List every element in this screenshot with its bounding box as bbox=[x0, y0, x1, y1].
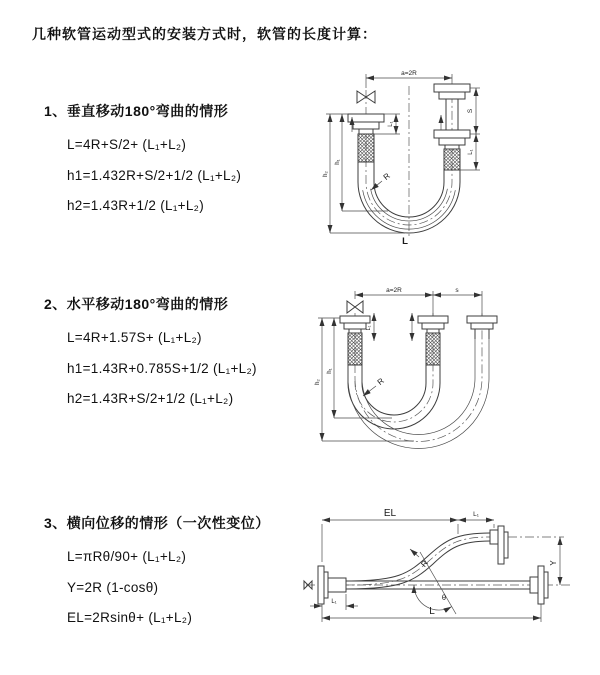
dim-label-h1: h₁ bbox=[335, 159, 341, 165]
section-1-heading: 1、垂直移动180°弯曲的情形 bbox=[44, 103, 229, 119]
label-length: L bbox=[402, 236, 408, 247]
formula-line: h2=1.43R+1/2 (L₁+L₂) bbox=[67, 198, 205, 213]
formula-line: L=4R+1.57S+ (L₁+L₂) bbox=[67, 330, 202, 345]
dim-label-span: a=2R bbox=[401, 70, 417, 77]
section-3-heading: 3、横向位移的情形（一次性变位） bbox=[44, 515, 270, 531]
label-radius: R bbox=[419, 558, 430, 569]
middle-pipe-assembly bbox=[418, 316, 448, 365]
diagram-vertical-bend bbox=[308, 64, 596, 264]
formula-line: EL=2Rsinθ+ (L₁+L₂) bbox=[67, 610, 193, 625]
section-horizontal-bend bbox=[44, 294, 329, 415]
formula-line: Y=2R (1-cosθ) bbox=[67, 579, 159, 595]
formula-line: h1=1.43R+0.785S+1/2 (L₁+L₂) bbox=[67, 360, 257, 376]
hose-u-bend bbox=[348, 339, 489, 449]
section-2-formulas bbox=[44, 323, 329, 415]
dimension-lines bbox=[315, 287, 482, 441]
dim-label-s: s bbox=[455, 287, 459, 294]
dim-label-l1-left: L₁ bbox=[331, 599, 337, 605]
left-pipe-assembly bbox=[340, 301, 370, 365]
section-3-formulas bbox=[44, 542, 329, 634]
dim-label-l: L bbox=[429, 606, 435, 617]
dim-label-s: S bbox=[467, 108, 474, 114]
section-vertical-bend bbox=[44, 101, 329, 222]
braided-hose-end bbox=[444, 149, 460, 170]
formula-line: L=4R+S/2+ (L₁+L₂) bbox=[67, 137, 187, 152]
dim-label-h2: h₂ bbox=[323, 171, 329, 177]
dim-label-l1: L₁ bbox=[468, 149, 474, 155]
dim-label-h1: h₁ bbox=[327, 368, 333, 374]
right-flange-assembly bbox=[530, 566, 548, 604]
braided-hose-end bbox=[358, 134, 374, 162]
dim-label-y: Y bbox=[549, 560, 558, 566]
valve-icon bbox=[347, 301, 363, 313]
diagram-horizontal-bend bbox=[308, 283, 596, 463]
left-pipe-assembly bbox=[348, 91, 384, 162]
braided-hose-end bbox=[426, 333, 440, 365]
section-lateral-displacement bbox=[44, 513, 329, 634]
formula-line: L=πRθ/90+ (L₁+L₂) bbox=[67, 549, 187, 564]
label-radius: R bbox=[381, 171, 392, 182]
dim-label-span: a=2R bbox=[386, 287, 402, 294]
braided-hose-end bbox=[348, 333, 362, 365]
top-flange-assembly bbox=[490, 526, 508, 564]
label-angle: θ bbox=[441, 593, 447, 602]
dim-label-l1: L₁ bbox=[388, 121, 394, 127]
dim-label-h2: h₂ bbox=[315, 379, 321, 385]
page-title: 几种软管运动型式的安装方式时，软管的长度计算： bbox=[32, 26, 377, 42]
diagram-lateral-displacement bbox=[298, 500, 598, 650]
dim-label-el: EL bbox=[383, 508, 397, 519]
dim-label-l1-top: L₁ bbox=[473, 511, 479, 518]
right-pipe-assembly bbox=[434, 84, 470, 170]
formula-line: h2=1.43R+S/2+1/2 (L₁+L₂) bbox=[67, 391, 234, 406]
section-1-formulas bbox=[44, 130, 329, 222]
dimension-lines bbox=[310, 508, 560, 622]
section-2-heading: 2、水平移动180°弯曲的情形 bbox=[44, 296, 229, 312]
label-radius: R bbox=[375, 376, 386, 387]
dim-label-l1: L₁ bbox=[366, 325, 372, 331]
formula-line: h1=1.432R+S/2+1/2 (L₁+L₂) bbox=[67, 167, 242, 183]
